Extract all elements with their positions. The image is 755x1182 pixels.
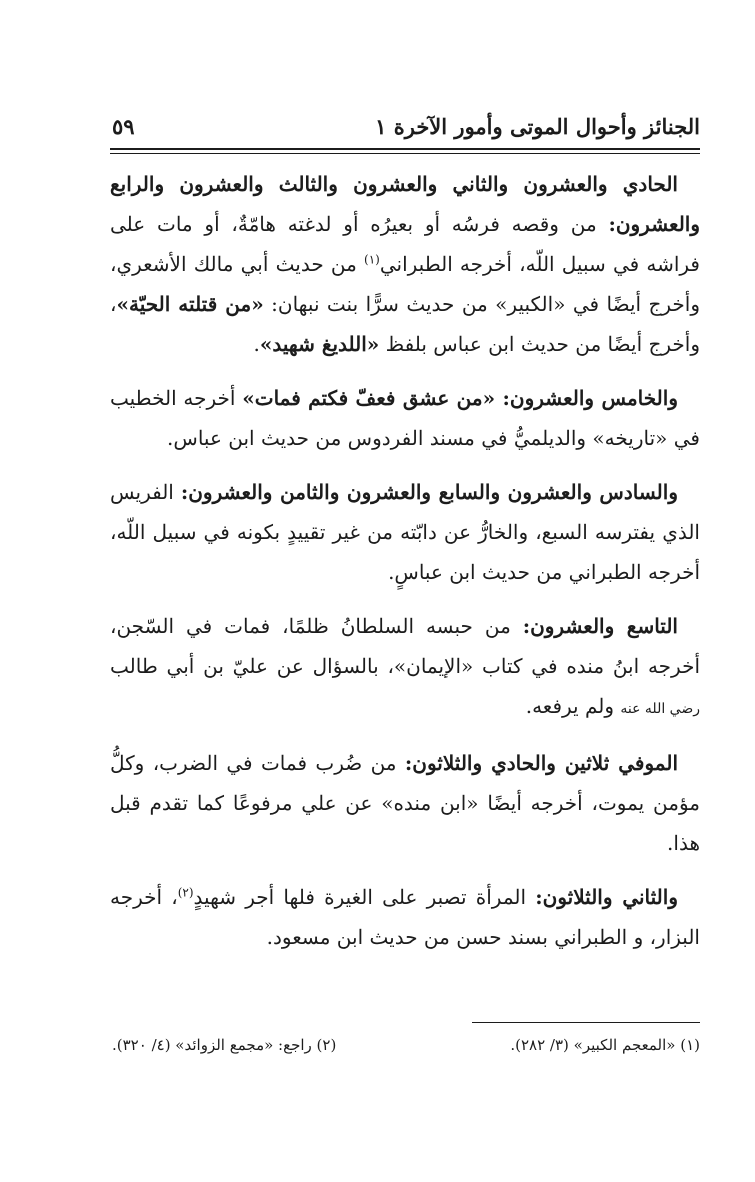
footnote-1: (١) «المعجم الكبير» (٣/ ٢٨٢). bbox=[510, 1036, 700, 1054]
paragraph-30-31 bbox=[110, 743, 700, 863]
paragraph-text: المرأة تصبر على الغيرة فلها أجر شهيدٍ bbox=[193, 885, 536, 909]
paragraph-text: الفريس الذي يفترسه السبع، والخارُّ عن دابّته من غير تقييدٍ بكونه في سبيل اللّه، أخرجه الطبراني من حديث ابن عباسٍ. bbox=[110, 480, 700, 584]
page-number: ٥٩ bbox=[112, 113, 135, 139]
honorific-glyph: رضي الله عنه bbox=[620, 701, 700, 717]
paragraph-text: أخرجه الخطيب في «تاريخه» والديلميُّ في مسند الفردوس من حديث ابن عباس. bbox=[110, 386, 700, 450]
paragraph-text: من وقصه فرسُه أو بعيرُه أو لدغته هامّةٌ، أو مات على فراشه في سبيل اللّه، أخرجه الطبراني bbox=[110, 212, 700, 276]
hadith-quote: «اللديغ شهيد» bbox=[259, 332, 380, 356]
header-rule-thin bbox=[110, 153, 700, 154]
paragraph-text: ، أخرجه البزار، و الطبراني بسند حسن من حديث ابن مسعود. bbox=[110, 885, 700, 949]
page-body bbox=[110, 164, 700, 971]
footnotes bbox=[112, 1036, 700, 1054]
paragraph-heading: والخامس والعشرون: bbox=[502, 386, 678, 410]
footnote-2: (٢) راجع: «مجمع الزوائد» (٤/ ٣٢٠). bbox=[112, 1036, 337, 1054]
paragraph-21-24 bbox=[110, 164, 700, 364]
paragraph-heading: التاسع والعشرون: bbox=[522, 614, 678, 638]
paragraph-text: ولم يرفعه. bbox=[525, 694, 621, 718]
paragraph-text: من حديث أبي مالك الأشعري، وأخرج أيضًا في «الكبير» من حديث سرًّا بنت نبهان: bbox=[110, 252, 700, 316]
paragraph-26-28 bbox=[110, 472, 700, 592]
paragraph-32 bbox=[110, 877, 700, 957]
footnote-separator bbox=[472, 1022, 700, 1023]
paragraph-text: من حبسه السلطانُ ظلمًا، فمات في السّجن، أخرجه ابنُ منده في كتاب «الإيمان»، بالسؤال عن عليّ بن أبي طالب bbox=[110, 614, 700, 678]
paragraph-text: ، وأخرج أيضًا من حديث ابن عباس بلفظ bbox=[110, 292, 700, 356]
footnote-marker: (٢) bbox=[177, 885, 194, 900]
running-header bbox=[112, 108, 700, 144]
paragraph-25 bbox=[110, 378, 700, 458]
footnote-marker: (١) bbox=[364, 252, 380, 267]
hadith-quote: «من عشق فعفّ فكتم فمات» bbox=[242, 386, 503, 410]
paragraph-29 bbox=[110, 606, 700, 729]
paragraph-text: من ضُرب فمات في الضرب، وكلُّ مؤمن يموت، أخرجه أيضًا «ابن منده» عن علي مرفوعًا كما تقدم قبل هذا. bbox=[110, 751, 700, 855]
header-rule-thick bbox=[110, 148, 700, 150]
paragraph-heading: الموفي ثلاثين والحادي والثلاثون: bbox=[404, 751, 678, 775]
paragraph-heading: والثاني والثلاثون: bbox=[535, 885, 678, 909]
hadith-quote: «من قتلته الحيّة» bbox=[116, 292, 264, 316]
header-title: الجنائز وأحوال الموتى وأمور الآخرة ١ bbox=[375, 113, 700, 139]
paragraph-heading: الحادي والعشرون والثاني والعشرون والثالث والعشرون والرابع والعشرون: bbox=[110, 172, 700, 236]
paragraph-text: . bbox=[253, 332, 260, 356]
paragraph-heading: والسادس والعشرون والسابع والعشرون والثامن والعشرون: bbox=[180, 480, 678, 504]
